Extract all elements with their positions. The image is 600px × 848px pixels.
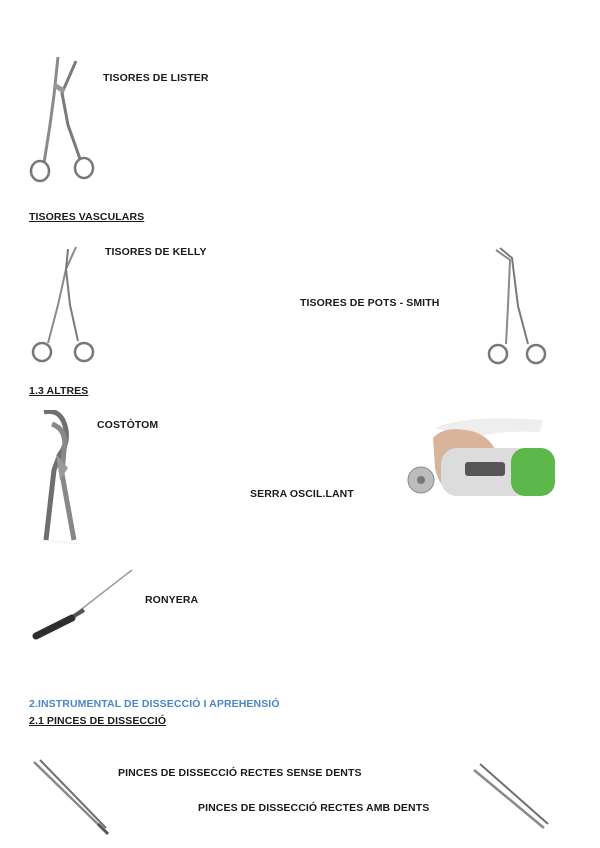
serra-oscillant-image [405,418,560,510]
costotom-label: COSTÒTOM [97,419,159,431]
pinces-amb-dents-image [472,762,552,832]
kelly-label: TISORES DE KELLY [105,246,207,258]
pinces-sense-dents-label: PINCES DE DISSECCIÓ RECTES SENSE DENTS [118,767,362,779]
pinces-amb-dents-label: PINCES DE DISSECCIÓ RECTES AMB DENTS [198,802,430,814]
pinces-sense-dents-image [32,758,112,836]
ronyera-image [30,568,136,644]
costotom-image [32,410,92,546]
serra-label: SERRA OSCIL.LANT [250,488,354,500]
lister-scissors-image [28,55,98,185]
pots-smith-scissors-image [484,246,552,370]
ronyera-label: RONYERA [145,594,199,606]
lister-label: TISORES DE LISTER [103,72,209,84]
tisores-vasculars-heading: TISORES VASCULARS [29,211,145,223]
pots-smith-label: TISORES DE POTS - SMITH [300,297,440,309]
kelly-scissors-image [28,245,98,365]
section-2-heading: 2.INSTRUMENTAL DE DISSECCIÓ I APREHENSIÓ [29,698,280,710]
pinces-diseccio-heading: 2.1 PINCES DE DISSECCIÓ [29,715,167,727]
altres-heading: 1.3 ALTRES [29,385,89,397]
